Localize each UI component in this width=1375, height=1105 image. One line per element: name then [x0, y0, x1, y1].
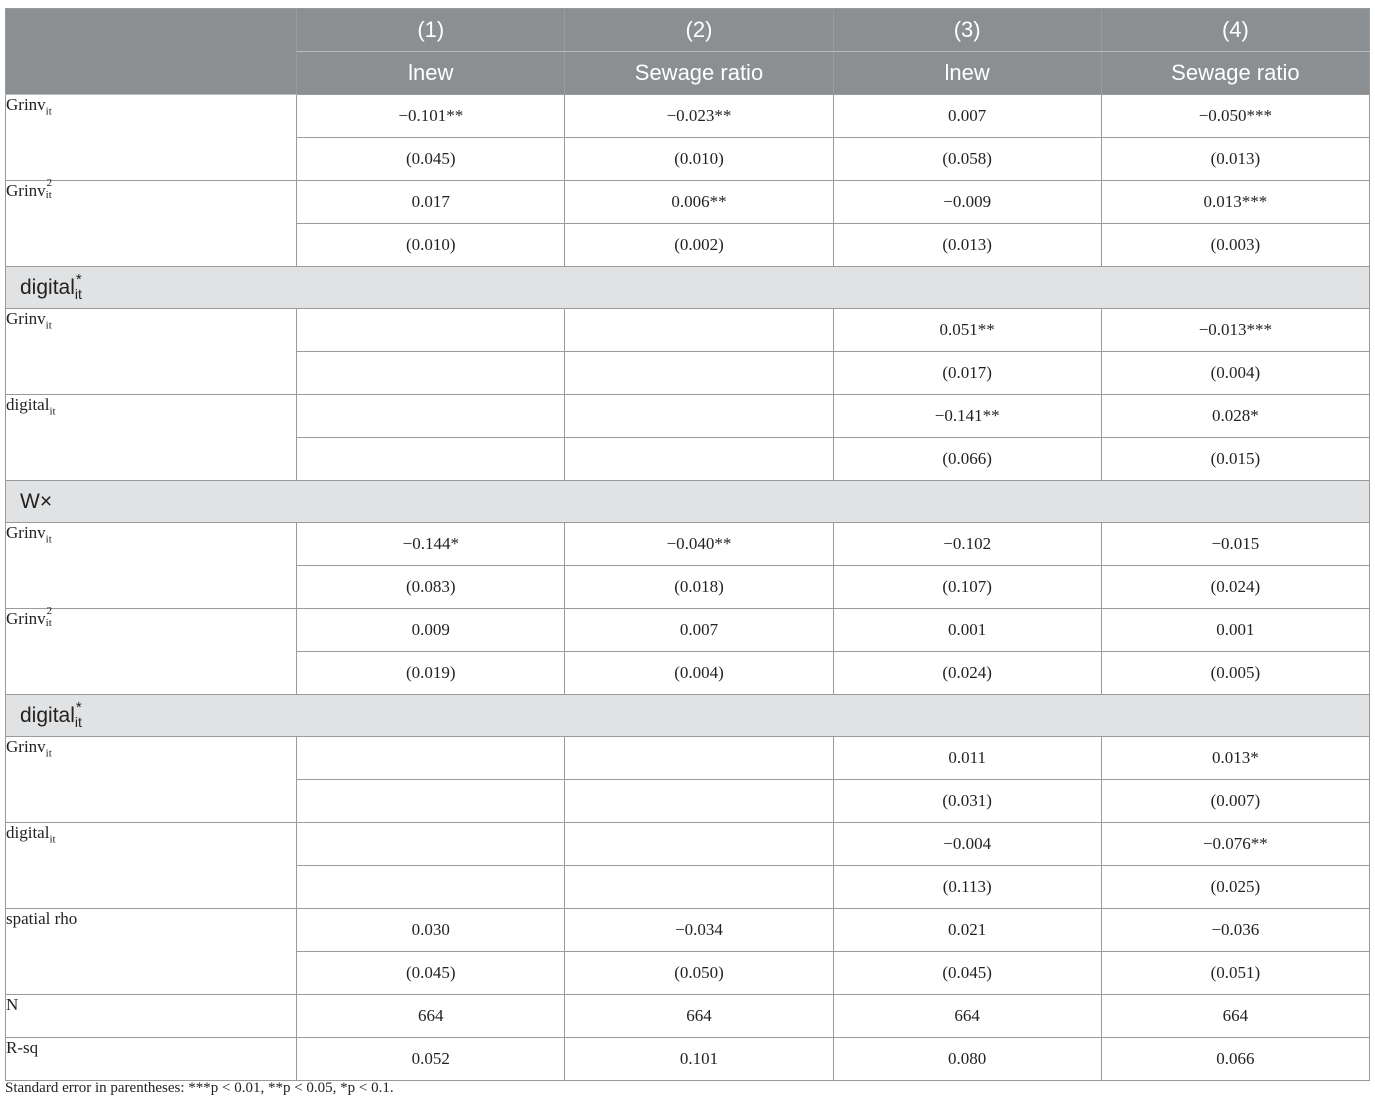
table-row — [6, 95, 1370, 138]
coef-cell: 0.013*** — [1101, 181, 1369, 224]
stat-cell: 664 — [833, 995, 1101, 1038]
coef-cell: 0.017 — [297, 181, 565, 224]
row-label-grinv-squared: Grinv 2 it — [6, 609, 297, 695]
stat-cell: 0.052 — [297, 1038, 565, 1081]
coef-cell — [565, 309, 833, 352]
se-cell: (0.031) — [833, 780, 1101, 823]
table-footnote: Standard error in parentheses: ***p < 0.01, **p < 0.05, *p < 0.1. — [5, 1080, 394, 1096]
stat-cell: 664 — [1101, 995, 1369, 1038]
section-label: W× — [6, 481, 1370, 523]
table-row — [6, 309, 1370, 352]
se-cell: (0.019) — [297, 652, 565, 695]
se-cell — [297, 866, 565, 909]
coef-cell: −0.102 — [833, 523, 1101, 566]
row-label-n: N — [6, 995, 297, 1038]
se-cell — [565, 352, 833, 395]
table-row — [6, 523, 1370, 566]
coef-cell — [297, 823, 565, 866]
col-number-1: (1) — [297, 9, 565, 52]
se-cell — [297, 438, 565, 481]
row-label-grinv: Grinv$_{it}$ — [6, 523, 297, 609]
se-cell: (0.024) — [833, 652, 1101, 695]
se-cell: (0.010) — [297, 224, 565, 267]
se-cell: (0.002) — [565, 224, 833, 267]
stat-cell: 664 — [297, 995, 565, 1038]
header-corner — [6, 9, 297, 95]
table-body — [6, 95, 1370, 1081]
coef-cell: −0.034 — [565, 909, 833, 952]
section-row-digital-interaction — [6, 267, 1370, 309]
se-cell: (0.045) — [833, 952, 1101, 995]
coef-cell: 0.051** — [833, 309, 1101, 352]
coef-cell: 0.006** — [565, 181, 833, 224]
coef-cell — [297, 737, 565, 780]
se-cell: (0.010) — [565, 138, 833, 181]
coef-cell: 0.013* — [1101, 737, 1369, 780]
coef-cell — [565, 737, 833, 780]
se-cell: (0.005) — [1101, 652, 1369, 695]
se-cell: (0.003) — [1101, 224, 1369, 267]
col-number-3: (3) — [833, 9, 1101, 52]
stat-cell: 0.101 — [565, 1038, 833, 1081]
se-cell: (0.017) — [833, 352, 1101, 395]
coef-cell: −0.144* — [297, 523, 565, 566]
coef-cell: −0.004 — [833, 823, 1101, 866]
se-cell — [565, 866, 833, 909]
table-row — [6, 995, 1370, 1038]
section-row-w — [6, 481, 1370, 523]
se-cell — [297, 352, 565, 395]
col-number-2: (2) — [565, 9, 833, 52]
col-name-1: lnew — [297, 52, 565, 95]
row-label-grinv: Grinv$_{it}$ — [6, 95, 297, 181]
se-cell: (0.025) — [1101, 866, 1369, 909]
coef-cell: −0.076** — [1101, 823, 1369, 866]
col-name-2: Sewage ratio — [565, 52, 833, 95]
coef-cell: 0.007 — [565, 609, 833, 652]
se-cell: (0.083) — [297, 566, 565, 609]
coef-cell: −0.013*** — [1101, 309, 1369, 352]
col-number-4: (4) — [1101, 9, 1369, 52]
coef-cell: 0.001 — [833, 609, 1101, 652]
row-label-grinv: Grinv$_{it}$ — [6, 309, 297, 395]
table-row — [6, 909, 1370, 952]
se-cell: (0.045) — [297, 952, 565, 995]
table-row — [6, 823, 1370, 866]
stat-cell: 0.066 — [1101, 1038, 1369, 1081]
coef-cell: 0.030 — [297, 909, 565, 952]
row-label-grinv-squared: Grinv 2 it — [6, 181, 297, 267]
table-row — [6, 609, 1370, 652]
se-cell: (0.018) — [565, 566, 833, 609]
se-cell: (0.107) — [833, 566, 1101, 609]
coef-cell: 0.028* — [1101, 395, 1369, 438]
coef-cell: 0.007 — [833, 95, 1101, 138]
se-cell: (0.050) — [565, 952, 833, 995]
coef-cell: −0.040** — [565, 523, 833, 566]
se-cell: (0.007) — [1101, 780, 1369, 823]
coef-cell: −0.023** — [565, 95, 833, 138]
coef-cell: 0.001 — [1101, 609, 1369, 652]
table-header — [6, 9, 1370, 95]
se-cell: (0.058) — [833, 138, 1101, 181]
coef-cell: −0.101** — [297, 95, 565, 138]
row-label-spatial-rho: spatial rho — [6, 909, 297, 995]
row-label-grinv: Grinv$_{it}$ — [6, 737, 297, 823]
se-cell: (0.013) — [1101, 138, 1369, 181]
coef-cell — [297, 395, 565, 438]
table-row — [6, 737, 1370, 780]
col-name-3: lnew — [833, 52, 1101, 95]
row-label-digital: digital$_{it}$ — [6, 395, 297, 481]
regression-table — [5, 8, 1370, 1081]
section-label: digital * it — [6, 267, 1370, 309]
se-cell: (0.113) — [833, 866, 1101, 909]
coef-cell: 0.009 — [297, 609, 565, 652]
row-label-rsq: R-sq — [6, 1038, 297, 1081]
se-cell — [565, 438, 833, 481]
se-cell: (0.051) — [1101, 952, 1369, 995]
coef-cell — [297, 309, 565, 352]
coef-cell — [565, 823, 833, 866]
regression-table-container — [5, 8, 1370, 1081]
se-cell: (0.045) — [297, 138, 565, 181]
se-cell: (0.004) — [1101, 352, 1369, 395]
coef-cell: −0.036 — [1101, 909, 1369, 952]
coef-cell — [565, 395, 833, 438]
coef-cell: 0.021 — [833, 909, 1101, 952]
se-cell — [565, 780, 833, 823]
coef-cell: −0.009 — [833, 181, 1101, 224]
se-cell: (0.024) — [1101, 566, 1369, 609]
section-row-w-digital-interaction — [6, 695, 1370, 737]
header-row-numbers — [6, 9, 1370, 52]
se-cell — [297, 780, 565, 823]
se-cell: (0.066) — [833, 438, 1101, 481]
se-cell: (0.004) — [565, 652, 833, 695]
stat-cell: 664 — [565, 995, 833, 1038]
row-label-digital: digital$_{it}$ — [6, 823, 297, 909]
coef-cell: −0.015 — [1101, 523, 1369, 566]
coef-cell: −0.050*** — [1101, 95, 1369, 138]
se-cell: (0.013) — [833, 224, 1101, 267]
table-row — [6, 395, 1370, 438]
stat-cell: 0.080 — [833, 1038, 1101, 1081]
coef-cell: 0.011 — [833, 737, 1101, 780]
coef-cell: −0.141** — [833, 395, 1101, 438]
col-name-4: Sewage ratio — [1101, 52, 1369, 95]
se-cell: (0.015) — [1101, 438, 1369, 481]
table-row — [6, 1038, 1370, 1081]
section-label: digital * it — [6, 695, 1370, 737]
table-row — [6, 181, 1370, 224]
